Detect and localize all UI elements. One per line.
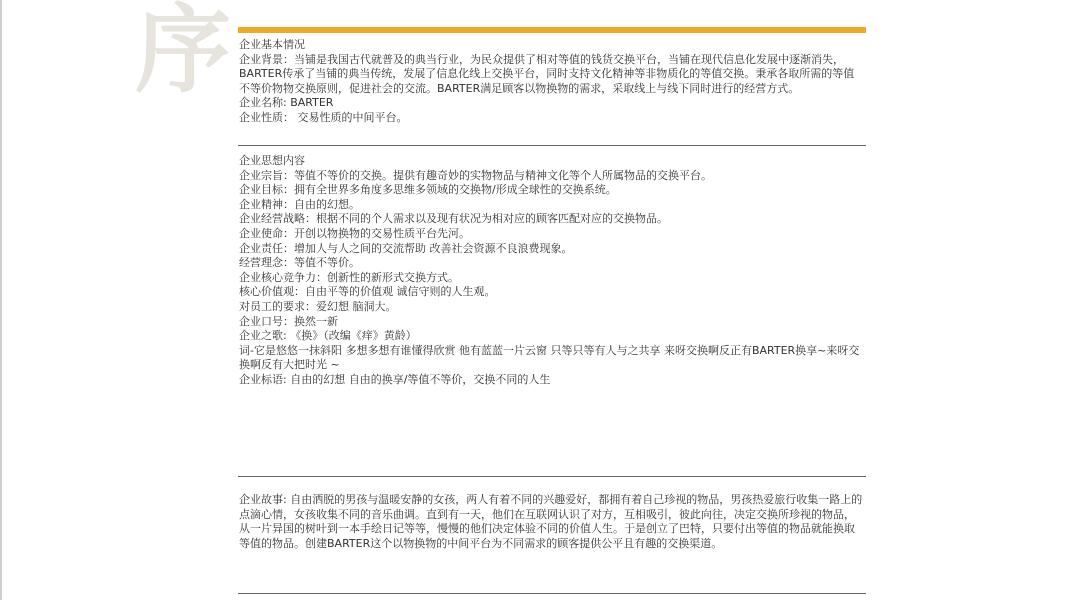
company-goal: 企业目标：拥有全世界多角度多思维多领域的交换物/形成全球性的交换系统。 [239,183,617,197]
section-heading: 企业思想内容 [239,154,305,167]
decorative-preface-char: 序 [135,0,231,106]
company-responsibility: 企业责任：增加人与人之间的交流帮助 改善社会资源不良浪费现象。 [239,241,573,255]
divider [238,145,866,146]
story-section [239,493,865,551]
core-values: 核心价值观：自由平等的价值观 诚信守则的人生观。 [239,285,496,299]
song-lyrics: 词-它是悠悠一抹斜阳 多想多想有谁懂得欣赏 他有蓝蓝一片云窗 只等只等有人与之共享 来呀交换啊反正有BARTER换享~来呀交换啊反有大把时光 ~ [239,343,860,372]
basic-info-section [239,38,865,126]
company-story: 企业故事: 自由洒脱的男孩与温暖安静的女孩，两人有着不同的兴趣爱好，都拥有着自己珍视的物品，男孩热爱旅行收集一路上的点滴心情，女孩收集不同的音乐曲调。直到有一天，他们在互联网认识了对方，互相吸引，彼此向往，决定交换所珍视的物品，从一片异国的树叶到一本手绘日记等等，慢慢的他们决定体验不同的价值人生。于是创立了巴特，只要付出等值的物品就能换取等值的物品。创建BARTER这个以物换物的中间平台为不同需求的顾客提供公平且有趣的交换渠道。 [239,493,863,550]
core-competitiveness: 企业核心竞争力：创新性的新形式交换方式。 [239,270,459,284]
divider [238,593,866,594]
company-strategy: 企业经营战略：根据不同的个人需求以及现有状况为相对应的顾客匹配对应的交换物品。 [239,212,668,226]
company-purpose: 企业宗旨：等值不等价的交换。提供有趣奇妙的实物物品与精神文化等个人所属物品的交换平台。 [239,168,712,182]
company-slogan: 企业口号：换然一新 [239,314,338,328]
section-heading: 企业基本情况 [239,38,305,51]
company-name: 企业名称: BARTER [239,96,334,110]
company-background: 企业背景：当铺是我国古代就普及的典当行业，为民众提供了相对等值的钱货交换平台，当铺在现代信息化发展中逐渐消失，BARTER传承了当铺的典当传统，发展了信息化线上交换平台，同时支持文化精神等非物质化的等值交换。秉承各取所需的等值不等价物物交换原则，促进社会的交流。BARTER满足顾客以物换物的需求，采取线上与线下同时进行的经营方式。 [239,52,855,95]
page-edge [0,0,2,600]
company-spirit: 企业精神：自由的幻想。 [239,197,360,211]
company-tagline: 企业标语: 自由的幻想 自由的换享/等值不等价，交换不同的人生 [239,372,551,386]
company-song: 企业之歌: 《换》（改编《痒》黄龄） [239,329,417,343]
divider [238,476,866,477]
ideology-section [239,154,865,388]
business-philosophy: 经营理念：等值不等价。 [239,256,360,270]
staff-requirements: 对员工的要求：爱幻想 脑洞大。 [239,299,397,313]
company-mission: 企业使命：开创以物换物的交易性质平台先河。 [239,226,470,240]
accent-bar [238,27,866,33]
company-nature: 企业性质： 交易性质的中间平台。 [239,110,408,124]
